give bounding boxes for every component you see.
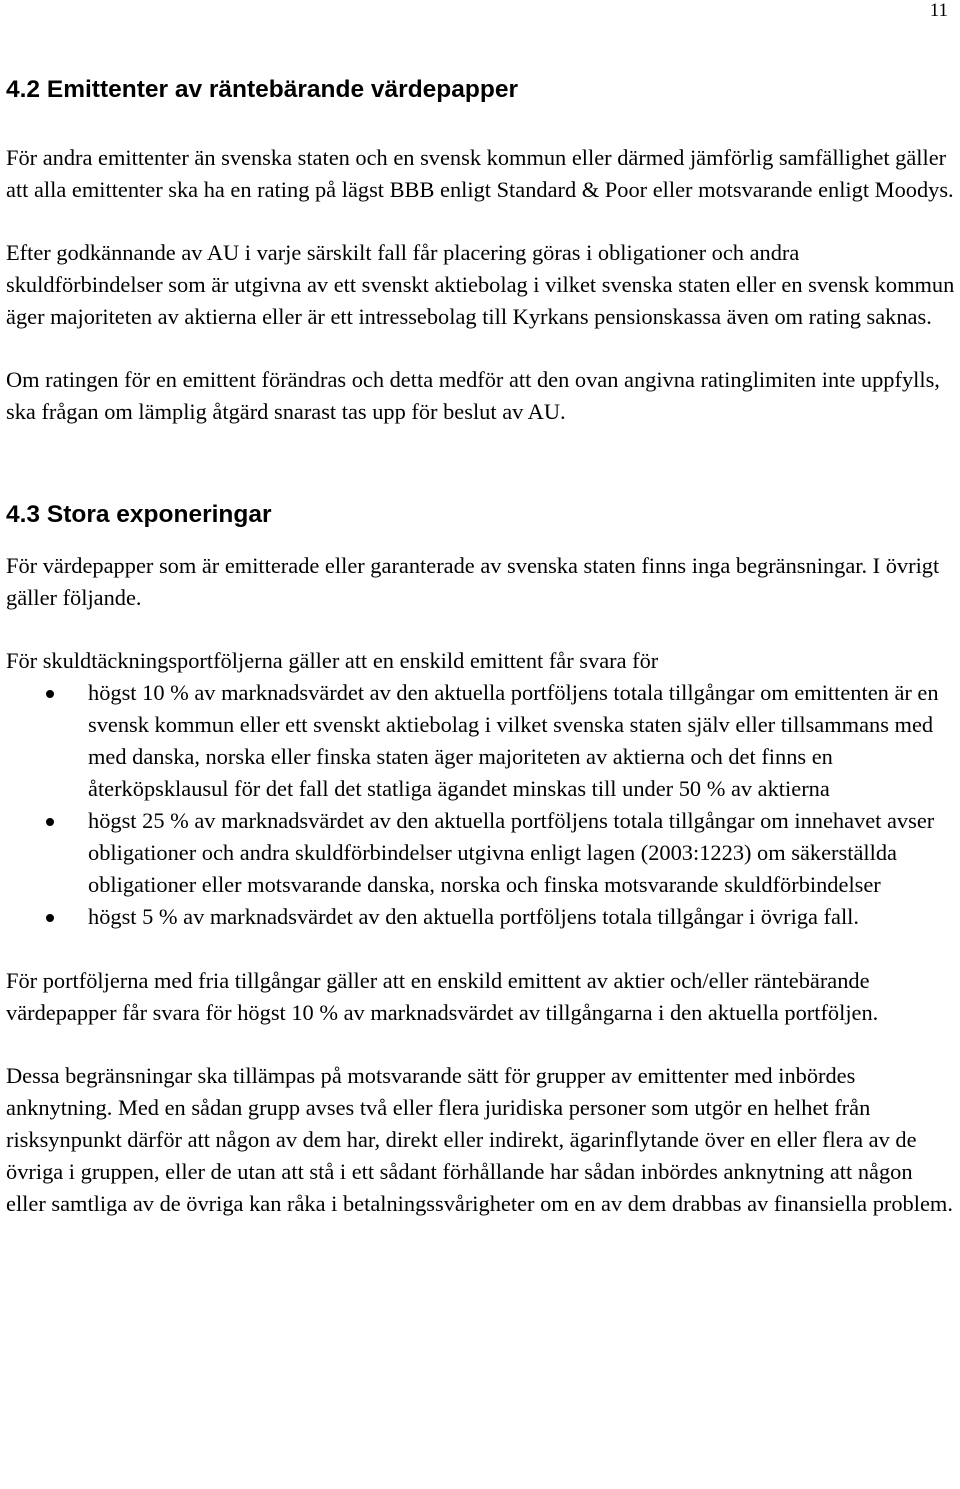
- bullet-list: [6, 677, 956, 933]
- bullet-icon: [46, 914, 54, 922]
- paragraph-free-assets: För portföljerna med fria tillgångar gäller att en enskild emittent av aktier och/eller räntebärande värdepapper får svara för högst 10 % av marknadsvärdet av tillgångarna i den aktuella portföljen.: [6, 968, 879, 1025]
- list-item: [6, 901, 956, 933]
- section-heading-4-2: 4.2 Emittenter av räntebärande värdepapper: [6, 76, 518, 103]
- page-number: 11: [929, 0, 948, 21]
- paragraph-list-intro: För skuldtäckningsportföljerna gäller att en enskild emittent får svara för: [6, 648, 659, 673]
- list-item-text: högst 10 % av marknadsvärdet av den aktuella portföljens totala tillgångar om emittenten är en svensk kommun eller ett svenskt aktiebolag i vilket svenska staten själv eller tillsammans med med danska, norska eller finska staten äger majoriteten av aktierna och det finns en återköpsklausul för det fall det statliga ägandet minskas till under 50 % av aktierna: [88, 680, 939, 801]
- paragraph-rating-change: Om ratingen för en emittent förändras och detta medför att den ovan angivna ratinglimiten inte uppfylls, ska frågan om lämplig åtgärd snarast tas upp för beslut av AU.: [6, 367, 940, 424]
- list-item: [6, 677, 956, 805]
- bullet-icon: [46, 818, 54, 826]
- paragraph-rating-requirement: För andra emittenter än svenska staten och en svensk kommun eller därmed jämförlig samfällighet gäller att alla emittenter ska ha en rating på lägst BBB enligt Standard & Poor eller motsvarande enligt Moodys.: [6, 145, 954, 202]
- bullet-icon: [46, 690, 54, 698]
- document-body: [6, 70, 956, 1220]
- paragraph-state-securities: För värdepapper som är emitterade eller garanterade av svenska staten finns inga begränsningar. I övrigt gäller följande.: [6, 553, 940, 610]
- list-item: [6, 805, 956, 901]
- list-item-text: högst 5 % av marknadsvärdet av den aktuella portföljens totala tillgångar i övriga fall.: [88, 904, 859, 929]
- paragraph-issuer-groups: Dessa begränsningar ska tillämpas på motsvarande sätt för grupper av emittenter med inbördes anknytning. Med en sådan grupp avses två eller flera juridiska personer som utgör en helhet från risksynpunkt därför att någon av dem har, direkt eller indirekt, ägarinflytande över en eller flera av de övriga i gruppen, eller de utan att stå i ett sådant förhållande har sådan inbördes anknytning att någon eller samtliga av de övriga kan råka i betalningssvårigheter om en av dem drabbas av finansiella problem.: [6, 1063, 953, 1216]
- list-item-text: högst 25 % av marknadsvärdet av den aktuella portföljens totala tillgångar om innehavet avser obligationer och andra skuldförbindelser utgivna enligt lagen (2003:1223) om säkerställda obligationer eller motsvarande danska, norska och finska motsvarande skuldförbindelser: [88, 808, 935, 897]
- paragraph-au-approval: Efter godkännande av AU i varje särskilt fall får placering göras i obligationer och andra skuldförbindelser som är utgivna av ett svenskt aktiebolag i vilket svenska staten eller en svensk kommun äger majoriteten av aktierna eller är ett intressebolag till Kyrkans pensionskassa även om rating saknas.: [6, 240, 955, 329]
- section-heading-4-3: 4.3 Stora exponeringar: [6, 501, 272, 528]
